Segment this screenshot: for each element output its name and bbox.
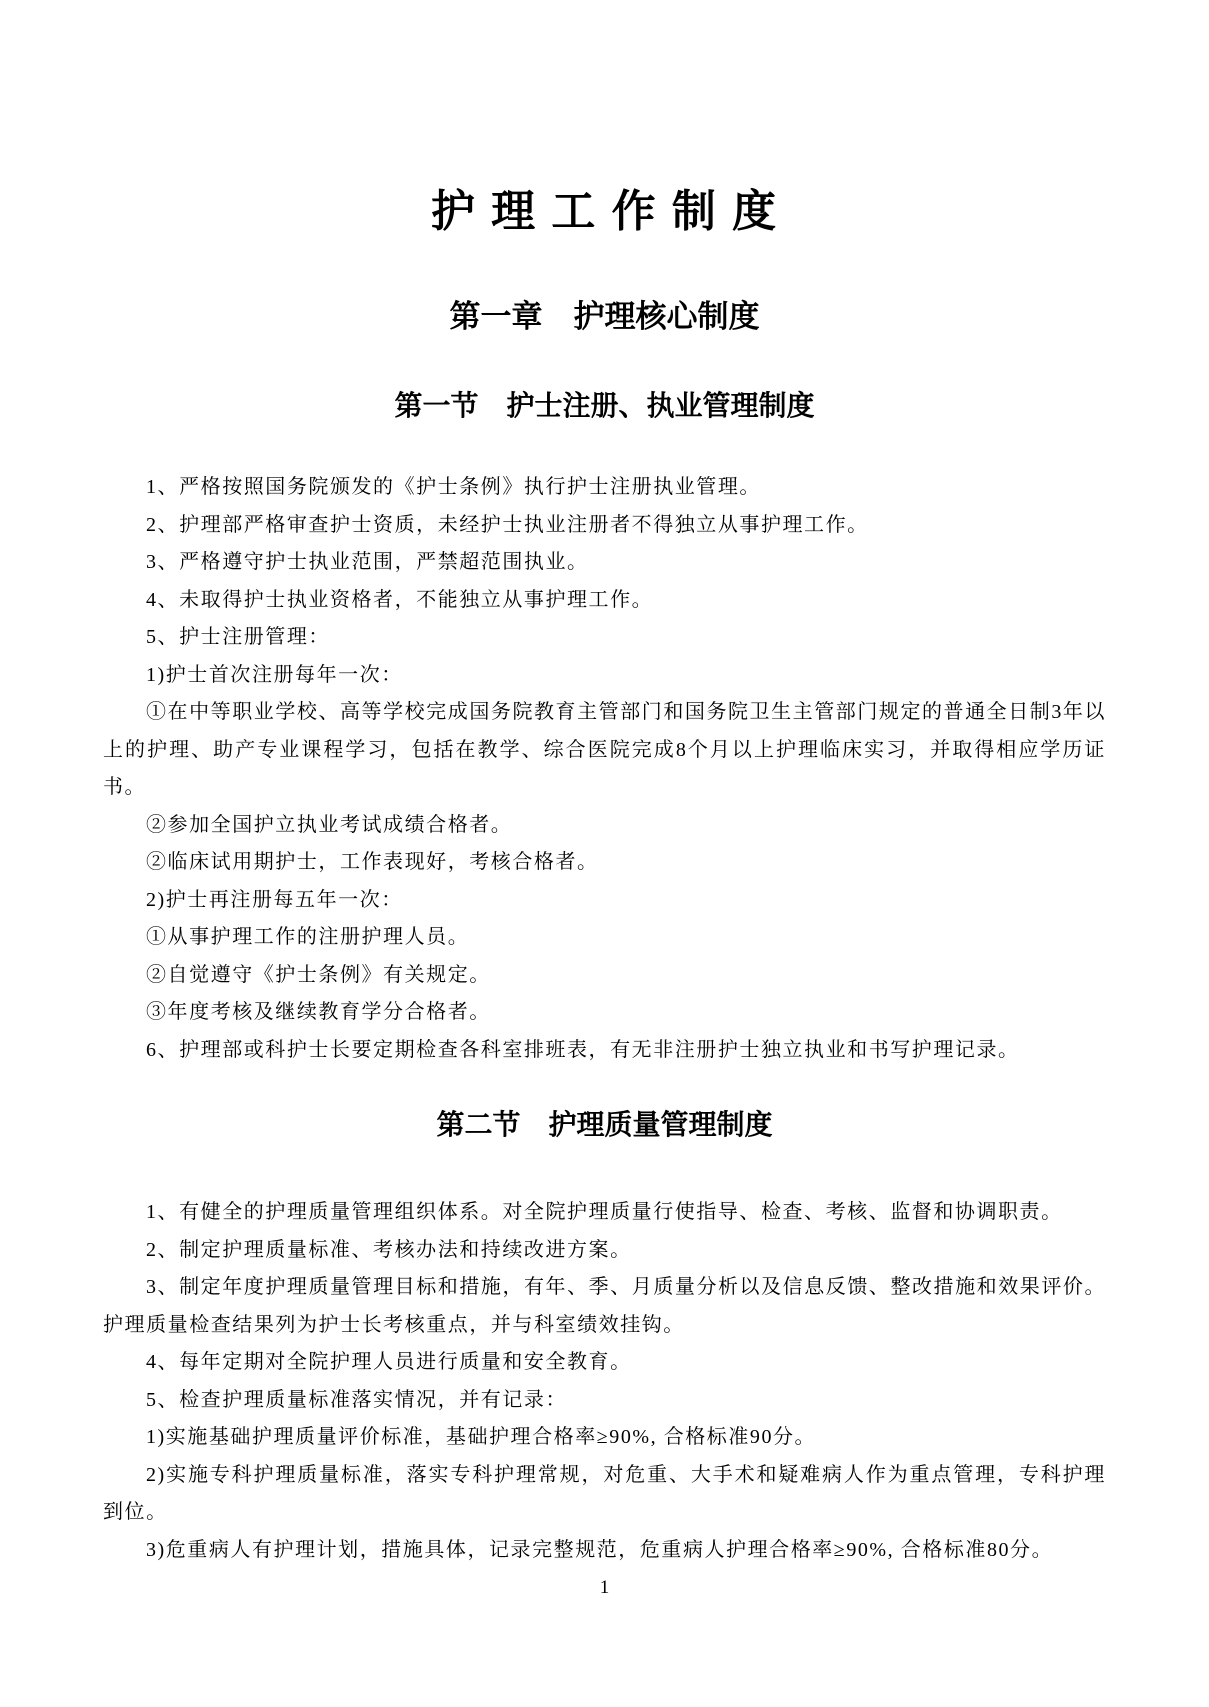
body-paragraph: 4、每年定期对全院护理人员进行质量和安全教育。	[146, 1351, 632, 1374]
body-paragraph: 1)护士首次注册每年一次：	[146, 663, 403, 686]
body-paragraph: ②参加全国护立执业考试成绩合格者。	[146, 813, 513, 836]
body-paragraph: 1、有健全的护理质量管理组织体系。对全院护理质量行使指导、检查、考核、监督和协调职责。	[146, 1201, 1063, 1224]
body-paragraph: 1、严格按照国务院颁发的《护士条例》执行护士注册执业管理。	[146, 476, 761, 499]
body-paragraph: 2、制定护理质量标准、考核办法和持续改进方案。	[146, 1238, 632, 1261]
body-paragraph: ①从事护理工作的注册护理人员。	[146, 926, 470, 949]
page-number: 1	[599, 1577, 610, 1599]
body-paragraph: 3)危重病人有护理计划，措施具体，记录完整规范，危重病人护理合格率≥90%, 合格标准80分。	[146, 1538, 1054, 1561]
section1-heading: 第一节 护士注册、执业管理制度	[394, 390, 815, 422]
body-paragraph: 4、未取得护士执业资格者，不能独立从事护理工作。	[146, 588, 654, 611]
document-title: 护 理 工 作 制 度	[430, 187, 779, 236]
body-paragraph: 6、护理部或科护士长要定期检查各科室排班表，有无非注册护士独立执业和书写护理记录。	[146, 1038, 1020, 1061]
section2-heading: 第二节 护理质量管理制度	[436, 1109, 773, 1141]
section1-body	[103, 469, 1106, 1069]
body-paragraph: ①在中等职业学校、高等学校完成国务院教育主管部门和国务院卫生主管部门规定的普通全日制3年以上的护理、助产专业课程学习，包括在教学、综合医院完成8个月以上护理临床实习，并取得相应学历证书。	[103, 701, 1106, 799]
body-paragraph: ②临床试用期护士，工作表现好，考核合格者。	[146, 851, 599, 874]
section2-body	[103, 1194, 1106, 1569]
body-paragraph: 2)实施专科护理质量标准，落实专科护理常规，对危重、大手术和疑难病人作为重点管理，专科护理到位。	[103, 1463, 1106, 1524]
chapter-heading: 第一章 护理核心制度	[449, 299, 760, 335]
body-paragraph: 2、护理部严格审查护士资质，未经护士执业注册者不得独立从事护理工作。	[146, 513, 869, 536]
document-content	[103, 188, 1106, 1599]
body-paragraph: 5、护士注册管理：	[146, 626, 330, 649]
body-paragraph: ②自觉遵守《护士条例》有关规定。	[146, 963, 491, 986]
body-paragraph: 3、严格遵守护士执业范围，严禁超范围执业。	[146, 551, 589, 574]
body-paragraph: 1)实施基础护理质量评价标准，基础护理合格率≥90%, 合格标准90分。	[146, 1426, 817, 1449]
body-paragraph: 2)护士再注册每五年一次：	[146, 888, 403, 911]
body-paragraph: 5、检查护理质量标准落实情况，并有记录：	[146, 1388, 567, 1411]
body-paragraph: 3、制定年度护理质量管理目标和措施，有年、季、月质量分析以及信息反馈、整改措施和效果评价。护理质量检查结果列为护士长考核重点，并与科室绩效挂钩。	[103, 1276, 1106, 1336]
body-paragraph: ③年度考核及继续教育学分合格者。	[146, 1001, 491, 1024]
